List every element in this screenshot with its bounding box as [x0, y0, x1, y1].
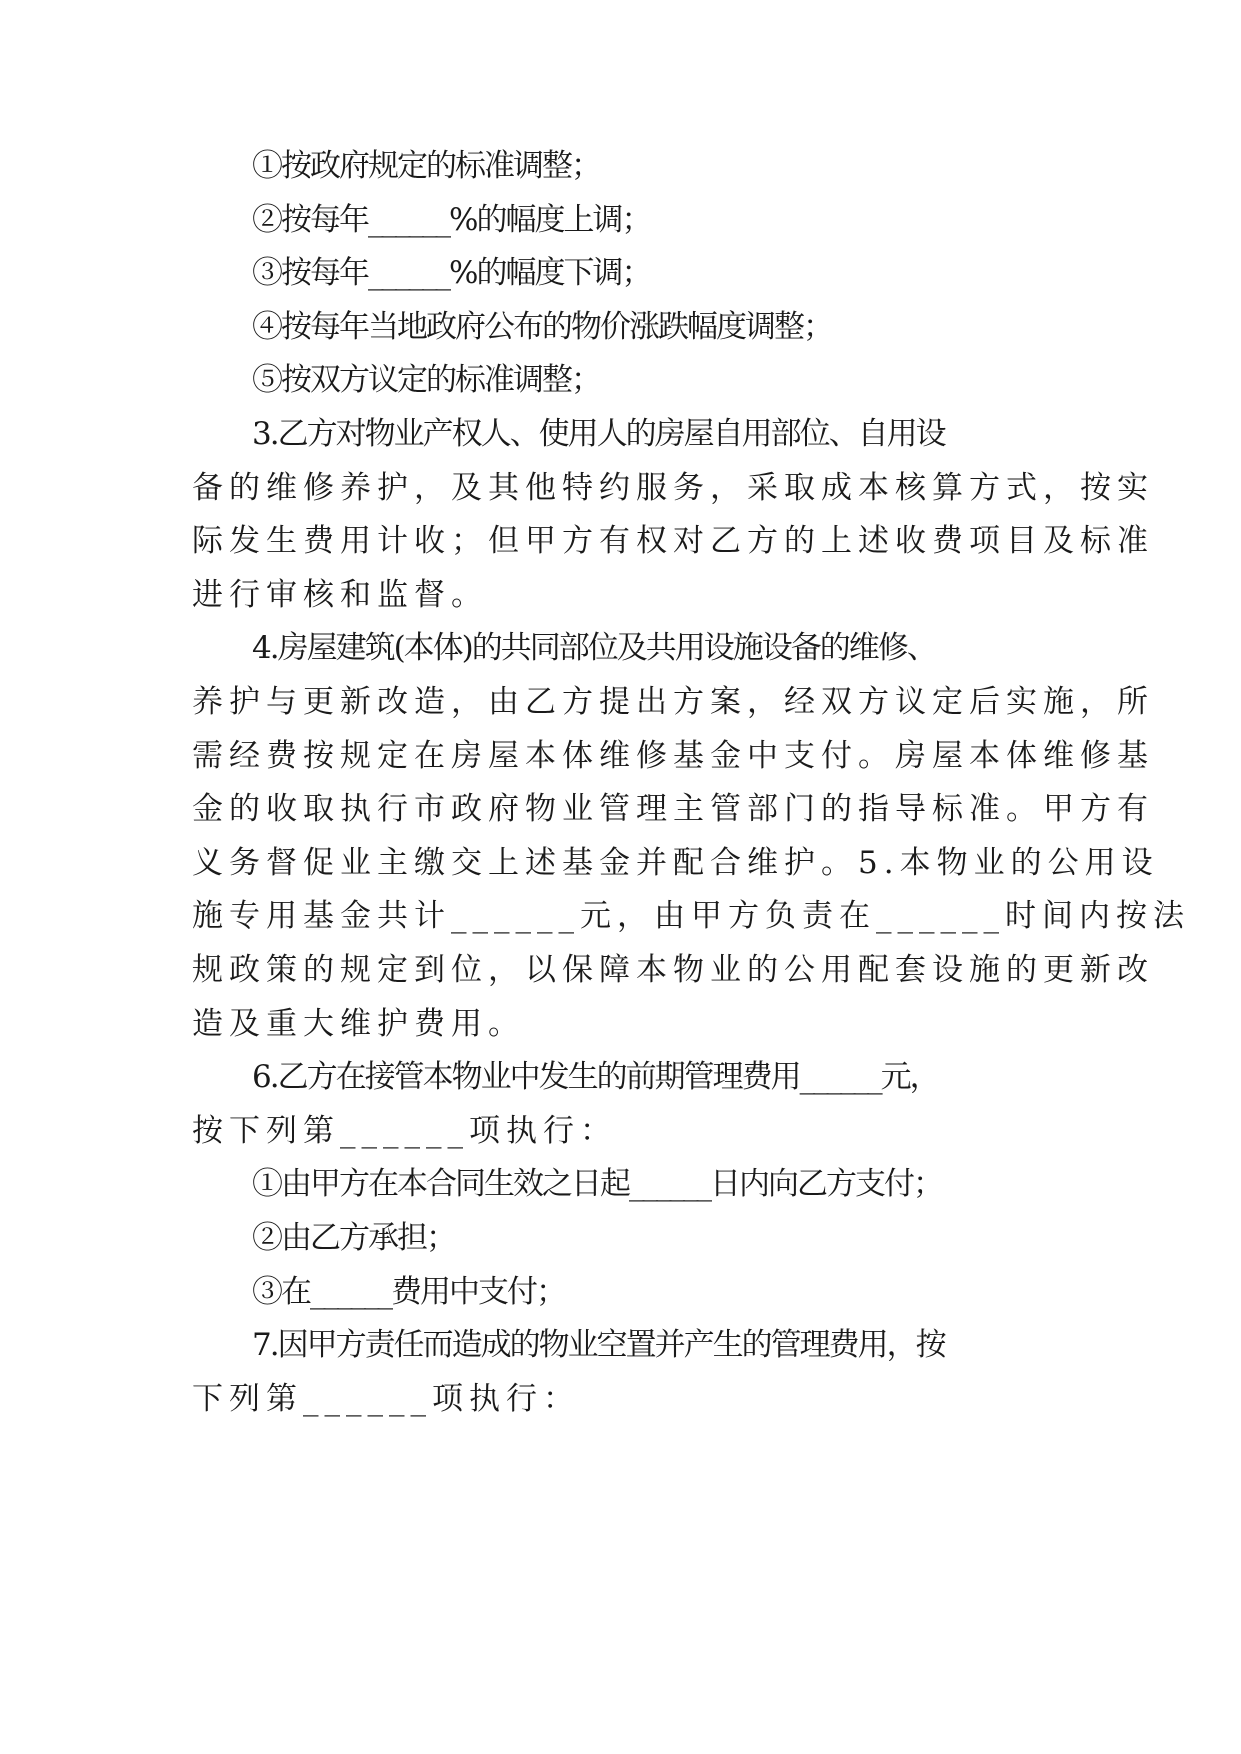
- text-line: 3.乙方对物业产权人、使用人的房屋自用部位、自用设: [252, 416, 945, 452]
- text-line: ③按每年______%的幅度下调；: [252, 255, 651, 291]
- text-line: 4.房屋建筑(本体)的共同部位及共用设施设备的维修、: [252, 630, 936, 666]
- text-line: 按下列第______项执行：: [192, 1113, 617, 1149]
- text-line: 6.乙方在接管本物业中发生的前期管理费用______元，: [252, 1059, 939, 1095]
- text-line: ②按每年______%的幅度上调；: [252, 202, 651, 238]
- text-line: 金的收取执行市政府物业管理主管部门的指导标准。甲方有: [192, 791, 1154, 827]
- text-line: ①按政府规定的标准调整；: [252, 148, 600, 184]
- text-line: 下列第______项执行：: [192, 1381, 580, 1417]
- text-line: 际发生费用计收；但甲方有权对乙方的上述收费项目及标准: [192, 523, 1154, 559]
- text-line: ②由乙方承担；: [252, 1220, 455, 1256]
- text-line: ④按每年当地政府公布的物价涨跌幅度调整；: [252, 309, 832, 345]
- text-line: ①由甲方在本合同生效之日起______日内向乙方支付；: [252, 1166, 942, 1202]
- text-line: 养护与更新改造，由乙方提出方案，经双方议定后实施，所: [192, 684, 1154, 720]
- text-line: 备的维修养护，及其他特约服务，采取成本核算方式，按实: [192, 470, 1154, 506]
- text-line: 规政策的规定到位，以保障本物业的公用配套设施的更新改: [192, 952, 1154, 988]
- text-line: ⑤按双方议定的标准调整；: [252, 362, 600, 398]
- text-line: 施专用基金共计______元，由甲方负责在______时间内按法: [192, 898, 1190, 934]
- text-line: ③在______费用中支付；: [252, 1274, 565, 1310]
- text-line: 义务督促业主缴交上述基金并配合维护。5.本物业的公用设: [192, 845, 1159, 881]
- text-line: 造及重大维护费用。: [192, 1006, 525, 1042]
- text-line: 7.因甲方责任而造成的物业空置并产生的管理费用，按: [252, 1327, 945, 1363]
- text-line: 进行审核和监督。: [192, 577, 488, 613]
- text-line: 需经费按规定在房屋本体维修基金中支付。房屋本体维修基: [192, 738, 1154, 774]
